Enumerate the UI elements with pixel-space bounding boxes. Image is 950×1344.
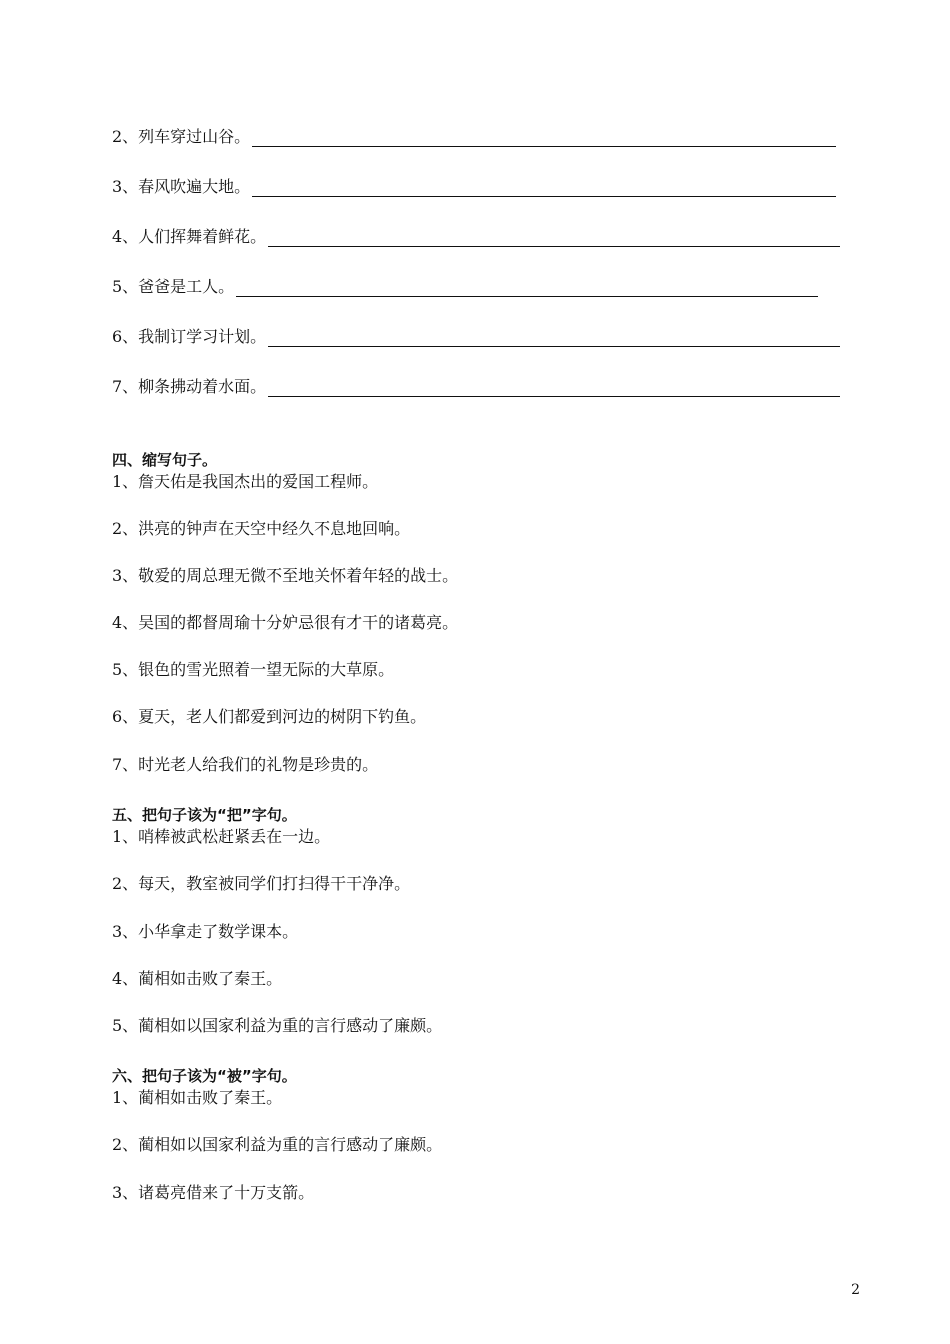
fill-row xyxy=(112,127,836,147)
question-text: 3、诸葛亮借来了十万支箭。 xyxy=(112,1183,315,1202)
question-text: 7、时光老人给我们的礼物是珍贵的。 xyxy=(112,755,379,774)
question-text: 1、詹天佑是我国杰出的爱国工程师。 xyxy=(112,472,379,491)
question-text: 3、敬爱的周总理无微不至地关怀着年轻的战士。 xyxy=(112,566,459,585)
question-text: 1、蔺相如击败了秦王。 xyxy=(112,1088,283,1107)
answer-blank[interactable] xyxy=(236,278,818,297)
question-text: 6、夏天，老人们都爱到河边的树阴下钓鱼。 xyxy=(112,707,427,726)
question-text: 5、蔺相如以国家利益为重的言行感动了廉颇。 xyxy=(112,1016,443,1035)
fill-row xyxy=(112,377,840,397)
question-text: 2、每天，教室被同学们打扫得干干净净。 xyxy=(112,874,411,893)
answer-blank[interactable] xyxy=(252,178,836,197)
question-text: 1、哨棒被武松赶紧丢在一边。 xyxy=(112,827,331,846)
question-text: 4、蔺相如击败了秦王。 xyxy=(112,969,283,988)
section-heading: 六、把句子该为“被”字句。 xyxy=(112,1067,297,1085)
section-heading: 五、把句子该为“把”字句。 xyxy=(112,806,297,824)
question-text: 3、春风吹遍大地。 xyxy=(112,177,251,196)
answer-blank[interactable] xyxy=(252,128,836,147)
question-text: 4、人们挥舞着鲜花。 xyxy=(112,227,267,246)
question-text: 6、我制订学习计划。 xyxy=(112,327,267,346)
question-text: 5、爸爸是工人。 xyxy=(112,277,235,296)
answer-blank[interactable] xyxy=(268,378,840,397)
fill-row xyxy=(112,177,836,197)
question-text: 7、柳条拂动着水面。 xyxy=(112,377,267,396)
section-heading: 四、缩写句子。 xyxy=(112,451,218,469)
question-text: 3、小华拿走了数学课本。 xyxy=(112,922,299,941)
question-text: 2、洪亮的钟声在天空中经久不息地回响。 xyxy=(112,519,411,538)
fill-row xyxy=(112,227,840,247)
question-text: 5、银色的雪光照着一望无际的大草原。 xyxy=(112,660,395,679)
page-number: 2 xyxy=(851,1282,860,1298)
answer-blank[interactable] xyxy=(268,228,840,247)
question-text: 2、列车穿过山谷。 xyxy=(112,127,251,146)
question-text: 4、吴国的都督周瑜十分妒忌很有才干的诸葛亮。 xyxy=(112,613,459,632)
question-text: 2、蔺相如以国家利益为重的言行感动了廉颇。 xyxy=(112,1135,443,1154)
fill-row xyxy=(112,327,840,347)
answer-blank[interactable] xyxy=(268,328,840,347)
fill-row xyxy=(112,277,818,297)
